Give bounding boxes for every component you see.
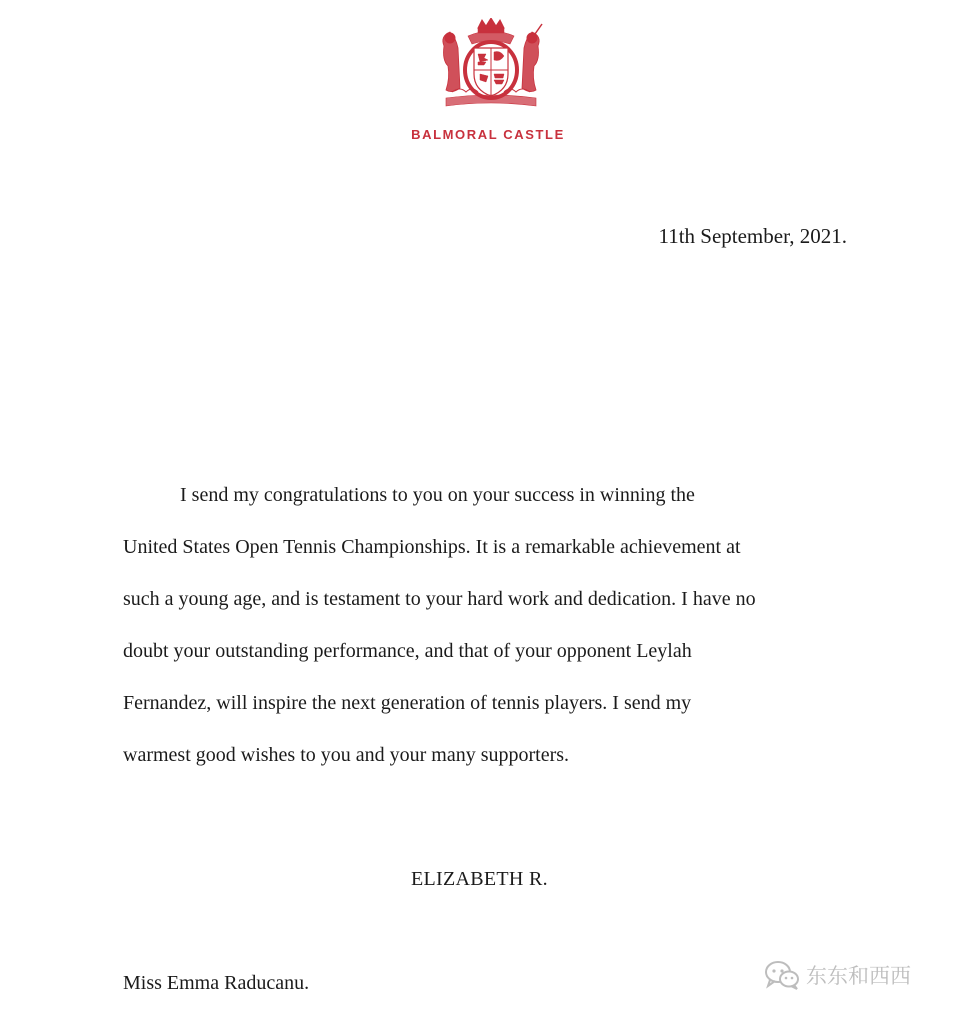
- watermark-text: 东东和西西: [806, 964, 911, 988]
- body-line: such a young age, and is testament to your hard work and dedication. I have no: [123, 588, 756, 610]
- watermark: [764, 960, 911, 990]
- body-line: I send my congratulations to you on your success in winning the: [180, 484, 695, 506]
- body-line: United States Open Tennis Championships. It is a remarkable achievement at: [123, 536, 741, 558]
- royal-coat-of-arms-icon: [438, 18, 544, 110]
- letter-body: [123, 481, 843, 793]
- body-line: doubt your outstanding performance, and that of your opponent Leylah: [123, 640, 692, 662]
- wechat-icon: [764, 960, 800, 990]
- letterhead-address: BALMORAL CASTLE: [411, 127, 565, 142]
- body-line: Fernandez, will inspire the next generation of tennis players. I send my: [123, 692, 692, 714]
- body-line: warmest good wishes to you and your many supporters.: [123, 744, 570, 766]
- recipient-name: Miss Emma Raducanu.: [123, 972, 310, 994]
- signature: ELIZABETH R.: [411, 868, 548, 890]
- letter-date: 11th September, 2021.: [658, 224, 847, 248]
